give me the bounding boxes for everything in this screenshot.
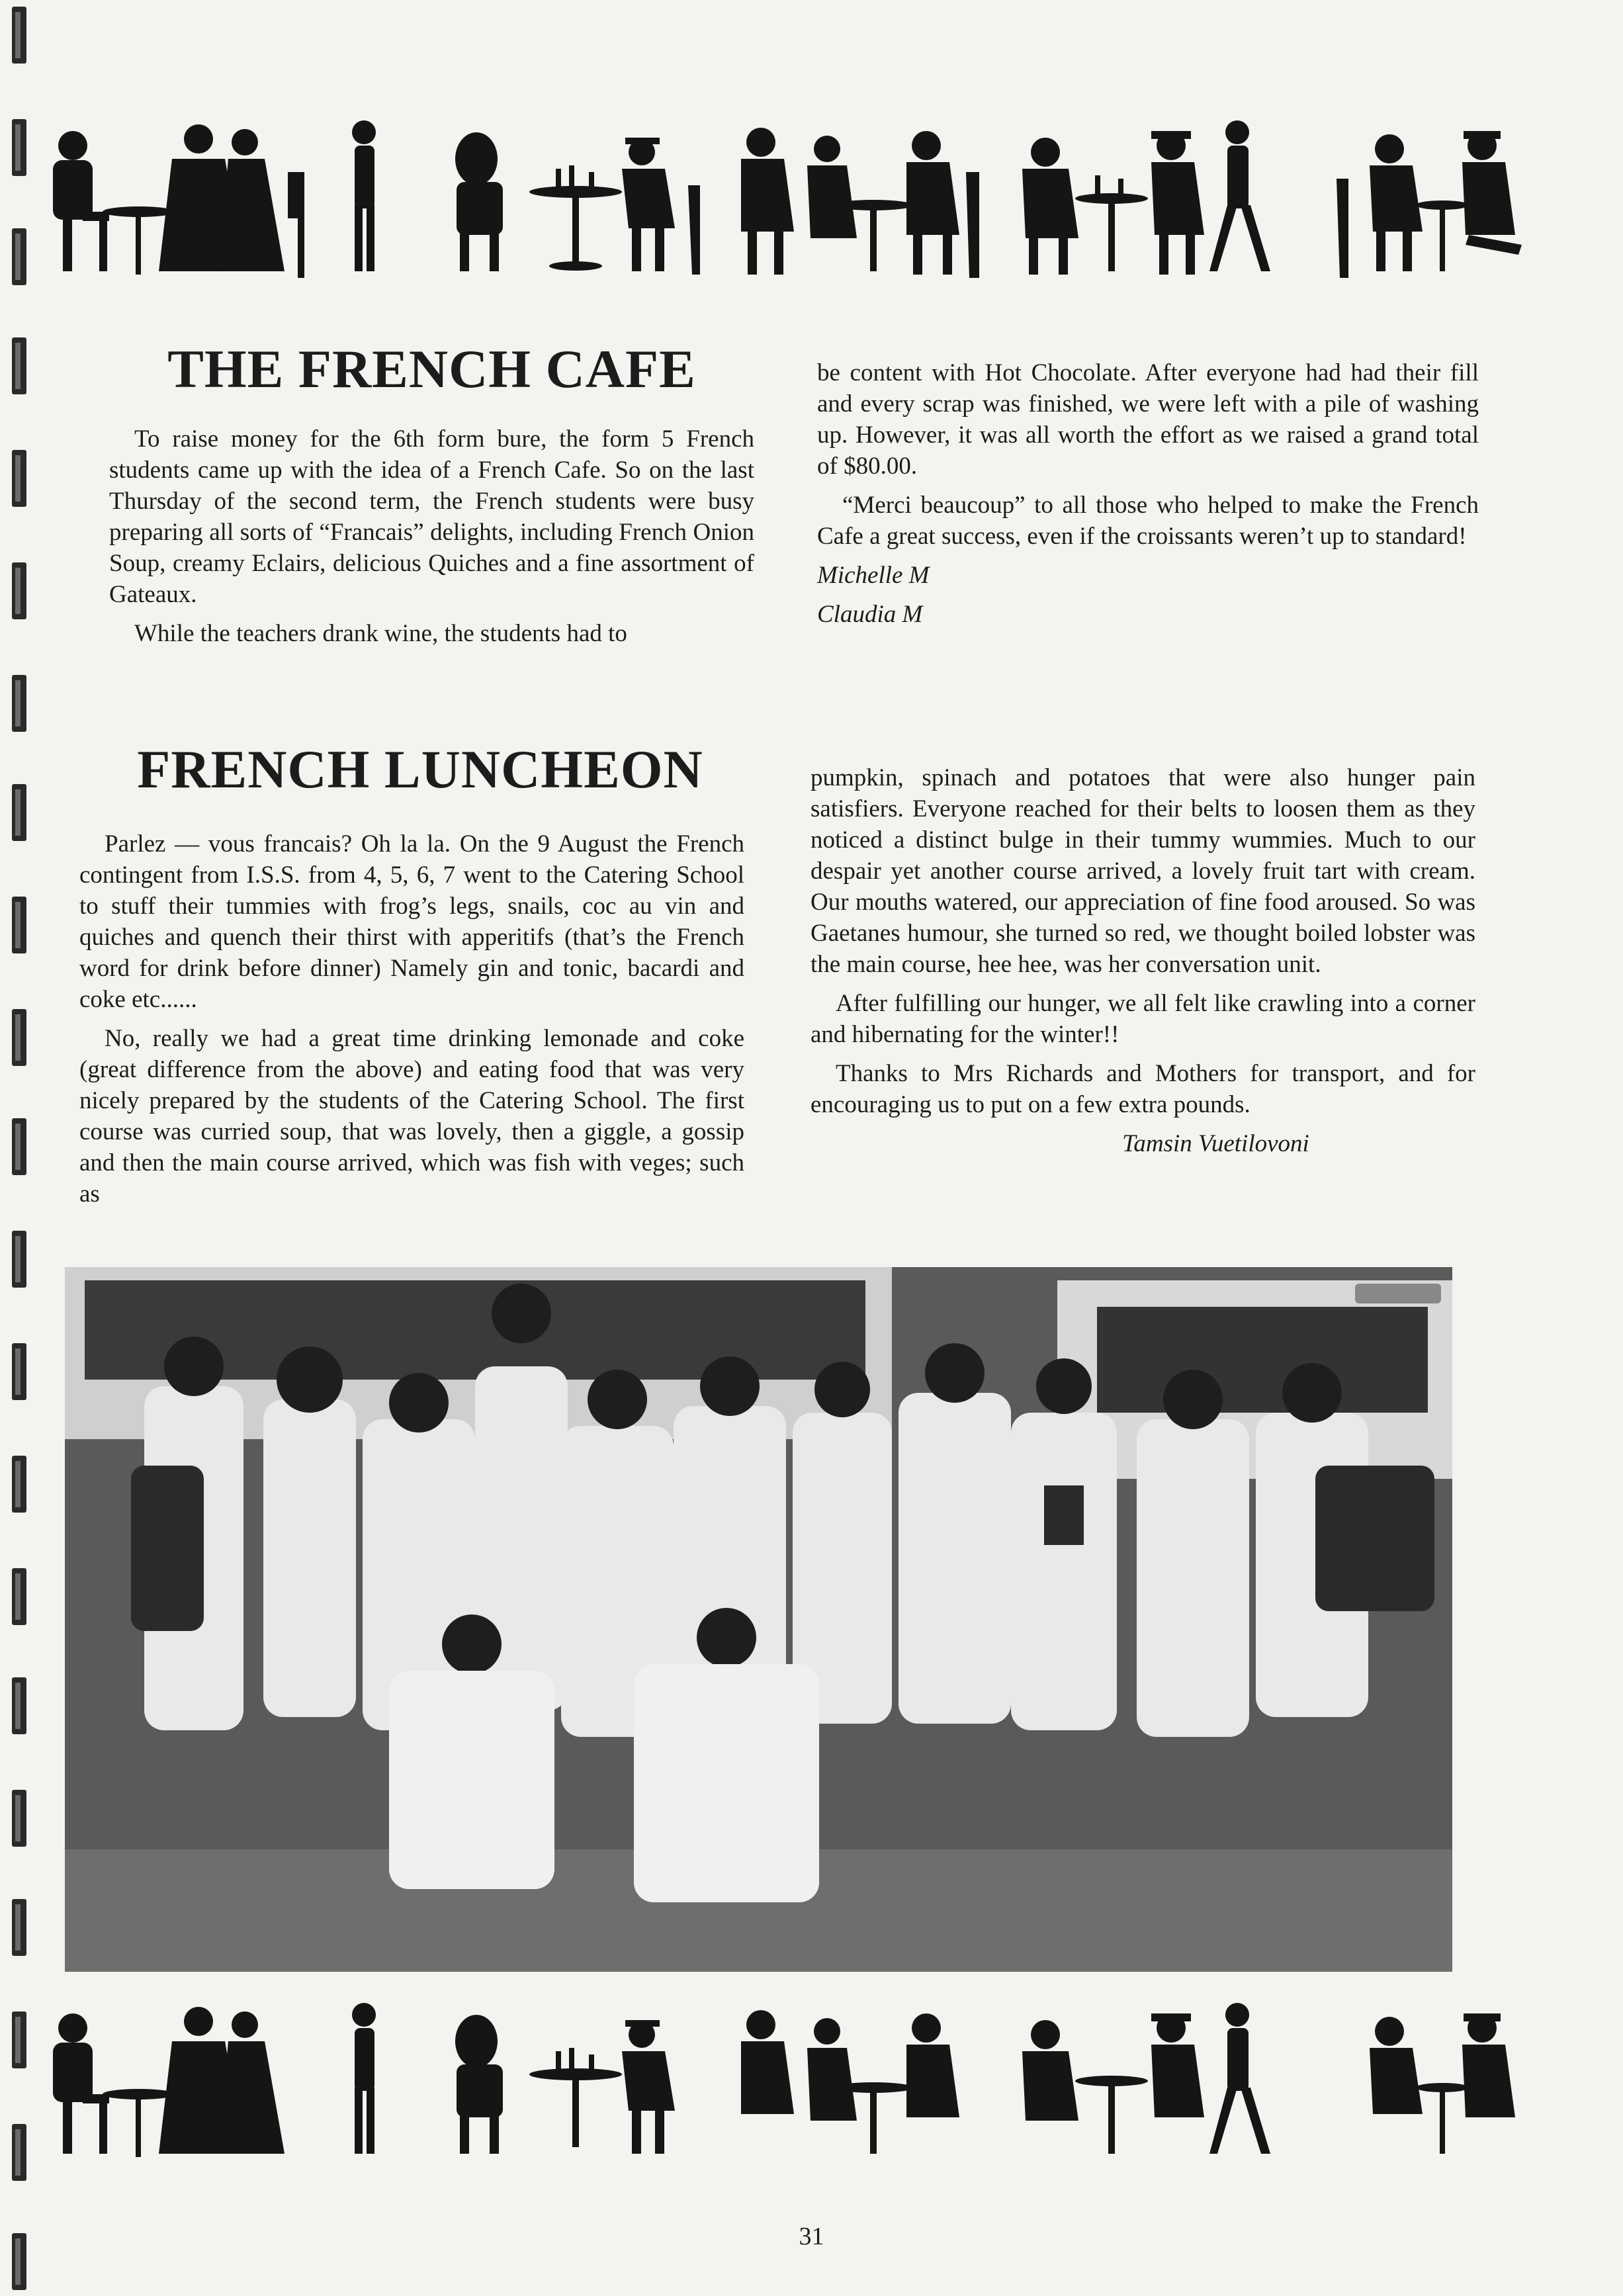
french-cafe-paragraph: “Merci beaucoup” to all those who helped to make the French Cafe a great success, even if the croissants weren’t up to standard!	[817, 492, 1479, 550]
french-cafe-title: THE FRENCH CAFE	[167, 339, 696, 399]
binding-hole	[12, 1568, 26, 1625]
binding-hole	[12, 897, 26, 953]
spiral-binding	[12, 0, 38, 2296]
french-luncheon-column-right	[811, 762, 1475, 1167]
author-signature: Tamsin Vuetilovoni	[1122, 1130, 1309, 1157]
author-signature: Michelle M	[817, 562, 930, 589]
binding-hole	[12, 1009, 26, 1066]
binding-hole	[12, 1343, 26, 1400]
french-cafe-paragraph: be content with Hot Chocolate. After everyone had had their fill and every scrap was finished, we were left with a pile of washing up. However, it was all worth the effort as we raised a grand total of $80.00.	[817, 359, 1479, 480]
french-cafe-column-right	[817, 357, 1479, 638]
binding-hole	[12, 784, 26, 841]
binding-hole	[12, 675, 26, 732]
french-luncheon-column-left	[79, 828, 744, 1217]
cafe-silhouette-frieze-bottom	[26, 1995, 1568, 2167]
page-number: 31	[799, 2223, 824, 2250]
french-luncheon-paragraph: Parlez — vous francais? Oh la la. On the 9 August the French contingent from I.S.S. from 4, 5, 6, 7 went to the Catering School to stuff their tummies with frog’s legs, snails, coc au vin and quiches and quench their thirst with apperitifs (that’s the French word for drink before dinner) Namely gin and tonic, bacardi and coke etc......	[79, 830, 744, 1013]
binding-hole	[12, 1231, 26, 1288]
french-luncheon-title: FRENCH LUNCHEON	[137, 739, 703, 799]
binding-hole	[12, 1677, 26, 1734]
binding-hole	[12, 2124, 26, 2181]
french-luncheon-paragraph: After fulfilling our hunger, we all felt like crawling into a corner and hibernating for the winter!!	[811, 990, 1475, 1048]
binding-hole	[12, 450, 26, 507]
french-luncheon-paragraph: Thanks to Mrs Richards and Mothers for transport, and for encouraging us to put on a few extra pounds.	[811, 1060, 1475, 1118]
french-luncheon-paragraph: No, really we had a great time drinking lemonade and coke (great difference from the above) and eating food that was very nicely prepared by the students of the Catering School. The first course was curried soup, that was lovely, then a giggle, a gossip and then the main course arrived, which was fish with veges; such as	[79, 1025, 744, 1208]
binding-hole	[12, 1899, 26, 1956]
author-signature: Claudia M	[817, 601, 923, 628]
french-cafe-column-left	[109, 423, 754, 657]
french-cafe-paragraph: While the teachers drank wine, the students had to	[134, 620, 627, 647]
binding-hole	[12, 7, 26, 64]
binding-hole	[12, 1790, 26, 1847]
binding-hole	[12, 337, 26, 394]
binding-hole	[12, 2011, 26, 2068]
binding-hole	[12, 562, 26, 619]
binding-hole	[12, 228, 26, 285]
french-cafe-paragraph: To raise money for the 6th form bure, the form 5 French students came up with the idea of a French Cafe. So on the last Thursday of the second term, the French students were busy preparing all sorts of “Francais” delights, including French Onion Soup, creamy Eclairs, delicious Quiches and a fine assortment of Gateaux.	[109, 425, 754, 608]
binding-hole	[12, 119, 26, 176]
binding-hole	[12, 1118, 26, 1175]
binding-hole	[12, 1456, 26, 1513]
group-photo	[65, 1267, 1452, 1972]
cafe-silhouette-frieze-top	[26, 112, 1568, 285]
french-luncheon-paragraph: pumpkin, spinach and potatoes that were also hunger pain satisfiers. Everyone reached for their belts to loosen them as they noticed a distinct bulge in their tummy wummies. Much to our despair yet another course arrived, a lovely fruit tart with cream. Our mouths watered, our appreciation of fine food aroused. So was Gaetanes humour, she turned so red, we thought boiled lobster was the main course, hee hee, was her conversation unit.	[811, 764, 1475, 978]
